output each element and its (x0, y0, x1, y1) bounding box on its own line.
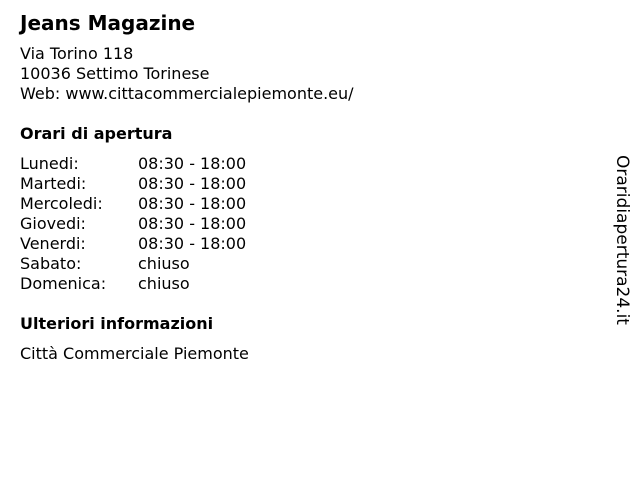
address-website: Web: www.cittacommercialepiemonte.eu/ (20, 84, 354, 103)
store-address (20, 44, 600, 104)
time-value: 08:30 - 18:00 (138, 194, 247, 213)
time-value: 08:30 - 18:00 (138, 234, 247, 253)
hours-heading: Orari di apertura (20, 124, 173, 143)
hours-table (20, 154, 600, 294)
time-value: 08:30 - 18:00 (138, 174, 247, 193)
store-name: Jeans Magazine (20, 11, 196, 35)
day-label: Lunedi: (20, 154, 79, 173)
hours-row-sunday (20, 274, 600, 294)
time-value: 08:30 - 18:00 (138, 214, 247, 233)
hours-row-tuesday (20, 174, 600, 194)
info-heading: Ulteriori informazioni (20, 314, 214, 333)
time-value: chiuso (138, 274, 190, 293)
time-value: 08:30 - 18:00 (138, 154, 247, 173)
info-text: Città Commerciale Piemonte (20, 344, 249, 363)
hours-row-friday (20, 234, 600, 254)
day-label: Mercoledi: (20, 194, 103, 213)
store-card (20, 10, 600, 364)
day-label: Martedi: (20, 174, 87, 193)
address-city: 10036 Settimo Torinese (20, 64, 210, 83)
hours-row-saturday (20, 254, 600, 274)
address-street: Via Torino 118 (20, 44, 134, 63)
hours-row-thursday (20, 214, 600, 234)
hours-row-wednesday (20, 194, 600, 214)
day-label: Giovedi: (20, 214, 86, 233)
day-label: Domenica: (20, 274, 107, 293)
day-label: Venerdi: (20, 234, 86, 253)
day-label: Sabato: (20, 254, 82, 273)
hours-row-monday (20, 154, 600, 174)
time-value: chiuso (138, 254, 190, 273)
side-brand-text: Oraridiapertura24.it (612, 155, 632, 325)
